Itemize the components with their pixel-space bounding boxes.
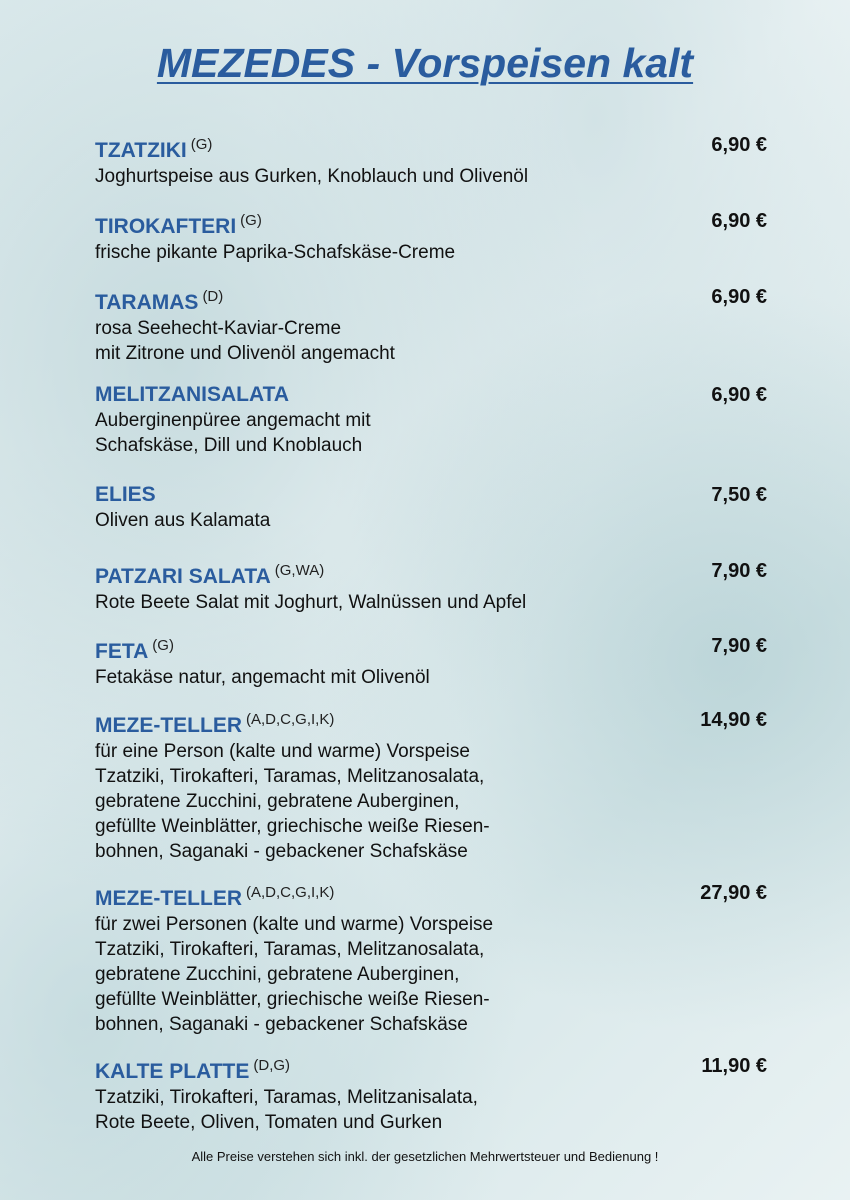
page-title: MEZEDES - Vorspeisen kalt [156,40,694,86]
item-description-line: bohnen, Saganaki - gebackener Schafskäse [95,841,468,862]
item-description-line: Schafskäse, Dill und Knoblauch [95,435,363,456]
item-description-line: für eine Person (kalte und warme) Vorspeise [95,741,470,762]
item-description-line: Auberginenpüree angemacht mit [95,410,371,431]
item-name [95,132,770,164]
item-price: 7,50 € [711,484,767,506]
item-name-text: ELIES [95,483,156,506]
item-description-line: gefüllte Weinblätter, griechische weiße Riesen- [95,816,490,837]
item-name [95,558,770,590]
menu-item [95,558,770,615]
item-price: 11,90 € [701,1055,767,1077]
item-description-line: gefüllte Weinblätter, griechische weiße Riesen- [95,989,490,1010]
allergen-codes: (A,D,C,G,I,K) [246,711,335,728]
menu-item [95,284,770,366]
item-name-text: TARAMAS [95,291,199,314]
allergen-codes: (A,D,C,G,I,K) [246,884,335,901]
item-description-line: gebratene Zucchini, gebratene Auberginen, [95,791,460,812]
item-description-line: frische pikante Paprika-Schafskäse-Creme [95,242,456,263]
item-name-text: TZATZIKI [95,139,187,162]
item-price: 6,90 € [711,210,767,232]
menu-item [95,1053,770,1135]
item-name-text: FETA [95,640,149,663]
item-description-line: rosa Seehecht-Kaviar-Creme [95,318,342,339]
item-description-line: für zwei Personen (kalte und warme) Vorspeise [95,914,494,935]
item-price: 6,90 € [711,286,767,308]
item-description-line: Fetakäse natur, angemacht mit Olivenöl [95,667,430,688]
item-description-line: mit Zitrone und Olivenöl angemacht [95,343,395,364]
allergen-codes: (D) [202,288,224,305]
item-price: 6,90 € [711,134,767,156]
menu-item [95,132,770,189]
item-name-text: MEZE-TELLER [95,887,242,910]
allergen-codes: (G) [240,212,262,229]
menu-item [95,482,770,533]
item-description-line: gebratene Zucchini, gebratene Auberginen, [95,964,460,985]
item-price: 14,90 € [700,709,767,731]
price-footnote: Alle Preise verstehen sich inkl. der gesetzlichen Mehrwertsteuer und Bedienung ! [191,1149,659,1164]
item-name [95,1053,770,1085]
item-description-line: Rote Beete, Oliven, Tomaten und Gurken [95,1112,443,1133]
item-name [95,633,770,665]
menu-item [95,208,770,265]
item-name-text: PATZARI SALATA [95,565,271,588]
item-name-text: KALTE PLATTE [95,1060,250,1083]
menu-item [95,707,770,864]
allergen-codes: (G) [190,136,213,153]
allergen-codes: (D,G) [253,1057,291,1074]
item-name [95,284,770,316]
item-name [95,707,770,739]
item-description-line: bohnen, Saganaki - gebackener Schafskäse [95,1014,468,1035]
menu-item [95,633,770,690]
item-name-text: TIROKAFTERI [95,215,237,238]
item-description-line: Tzatziki, Tirokafteri, Taramas, Melitzanosalata, [95,939,485,960]
item-name-text: MELITZANISALATA [95,383,290,406]
menu-item [95,382,770,458]
item-name [95,382,770,408]
menu-item [95,880,770,1037]
item-name [95,482,770,508]
item-description-line: Rote Beete Salat mit Joghurt, Walnüssen und Apfel [95,592,527,613]
item-description-line: Tzatziki, Tirokafteri, Taramas, Melitzanosalata, [95,766,485,787]
item-description-line: Oliven aus Kalamata [95,510,271,531]
item-name [95,880,770,912]
allergen-codes: (G) [152,637,174,654]
item-description-line: Joghurtspeise aus Gurken, Knoblauch und Olivenöl [95,166,529,187]
item-price: 27,90 € [700,882,767,904]
item-name-text: MEZE-TELLER [95,714,242,737]
allergen-codes: (G,WA) [274,562,325,579]
item-price: 7,90 € [711,560,767,582]
item-price: 6,90 € [711,384,767,406]
item-name [95,208,770,240]
item-price: 7,90 € [711,635,767,657]
item-description-line: Tzatziki, Tirokafteri, Taramas, Melitzanisalata, [95,1087,478,1108]
